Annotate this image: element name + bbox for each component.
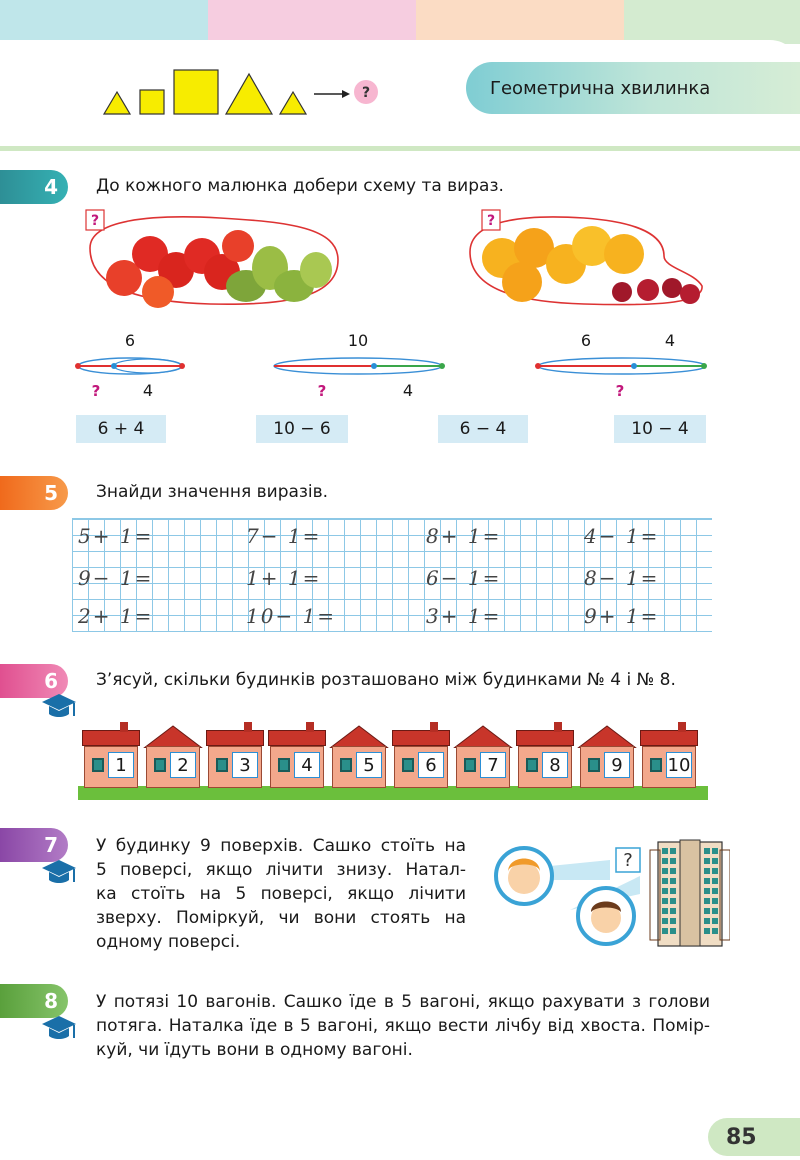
header-divider bbox=[0, 146, 800, 151]
house-number-plate bbox=[418, 752, 444, 778]
house-number-plate bbox=[294, 752, 320, 778]
building-window bbox=[712, 878, 718, 884]
house bbox=[578, 722, 636, 788]
building-window bbox=[662, 848, 668, 854]
building-window bbox=[704, 848, 710, 854]
task-5-badge: 5 bbox=[0, 476, 68, 510]
graduation-cap-icon bbox=[40, 1014, 78, 1044]
picture-1-question-mark: ? bbox=[90, 213, 100, 229]
house bbox=[330, 722, 388, 788]
building-window bbox=[704, 928, 710, 934]
apple-icon bbox=[222, 230, 254, 262]
house bbox=[206, 722, 264, 788]
expression-5-7: 6− 1= bbox=[426, 566, 502, 590]
task-7-line-3: ка стоїть на 5 поверсі, якщо лічити bbox=[96, 884, 466, 904]
expression-box: 6 − 4 bbox=[438, 415, 528, 443]
task-6-text: З’ясуй, скільки будинків розташовано між будинками № 4 і № 8. bbox=[96, 670, 676, 690]
house bbox=[516, 722, 574, 788]
bubble-question-mark: ? bbox=[623, 850, 633, 871]
house-number: 2 bbox=[177, 754, 189, 776]
building-window bbox=[712, 848, 718, 854]
house-window bbox=[340, 758, 352, 772]
house-window bbox=[216, 758, 228, 772]
building-window bbox=[670, 858, 676, 864]
picture-2-question-mark: ? bbox=[486, 213, 496, 229]
house-number: 10 bbox=[667, 754, 691, 776]
house-number: 7 bbox=[487, 754, 499, 776]
small-square-shape bbox=[140, 90, 164, 114]
house bbox=[640, 722, 698, 788]
house-window bbox=[154, 758, 166, 772]
scheme-3-top-left-label: 6 bbox=[580, 331, 592, 350]
house bbox=[392, 722, 450, 788]
house-window bbox=[650, 758, 662, 772]
building-window bbox=[704, 888, 710, 894]
building-window bbox=[670, 908, 676, 914]
expression-5-2: 7− 1= bbox=[246, 524, 322, 548]
scheme-2-bottom-label: 4 bbox=[402, 381, 414, 400]
house-window bbox=[464, 758, 476, 772]
task-8-line-2: потяга. Наталка їде в 5 вагоні, якщо вести лічбу від хвоста. Помір- bbox=[96, 1016, 710, 1036]
building-window bbox=[670, 868, 676, 874]
building-window bbox=[670, 928, 676, 934]
orange-icon bbox=[502, 262, 542, 302]
small-triangle-shape-2 bbox=[280, 92, 306, 114]
dried-fruit-icon bbox=[612, 282, 632, 302]
building-window bbox=[670, 918, 676, 924]
house-number: 1 bbox=[115, 754, 127, 776]
houses-strip bbox=[78, 722, 708, 802]
house-number: 5 bbox=[363, 754, 375, 776]
building-window bbox=[712, 868, 718, 874]
large-square-shape bbox=[174, 70, 218, 114]
task-7-line-1: У будинку 9 поверхів. Сашко стоїть на bbox=[96, 836, 466, 856]
house-number-plate bbox=[232, 752, 258, 778]
scheme-2-top-label: 10 bbox=[347, 331, 369, 350]
task-8-badge: 8 bbox=[0, 984, 68, 1018]
expression-5-5: 9− 1= bbox=[78, 566, 154, 590]
expression-5-3: 8+ 1= bbox=[426, 524, 502, 548]
building-window bbox=[712, 898, 718, 904]
task-7-line-4: зверху. Поміркуй, чи вони стоять на bbox=[96, 908, 466, 928]
pear-icon bbox=[300, 252, 332, 288]
house-number-plate bbox=[542, 752, 568, 778]
task-8-line-3: куй, чи їдуть вони в одному вагоні. bbox=[96, 1040, 413, 1060]
scheme-1-unknown: ? bbox=[91, 382, 101, 400]
task-7-line-2: 5 поверсі, якщо лічити знизу. Натал- bbox=[96, 860, 466, 880]
dried-fruit-icon bbox=[637, 279, 659, 301]
building-window bbox=[712, 918, 718, 924]
top-band-pink bbox=[208, 0, 416, 44]
task-4-text: До кожного малюнка добери схему та вираз. bbox=[96, 176, 504, 196]
building-window bbox=[662, 858, 668, 864]
large-triangle-shape bbox=[226, 74, 272, 114]
expression-5-12: 9+ 1= bbox=[584, 604, 660, 628]
shape-sequence bbox=[100, 66, 400, 118]
building-window bbox=[670, 898, 676, 904]
task-8-line-1: У потязі 10 вагонів. Сашко їде в 5 вагоні, якщо рахувати з голови bbox=[96, 992, 710, 1012]
grass-strip bbox=[78, 786, 708, 800]
dried-fruit-icon bbox=[680, 284, 700, 304]
house-number-plate bbox=[604, 752, 630, 778]
scheme-1-bottom-label: 4 bbox=[142, 381, 154, 400]
house-window bbox=[92, 758, 104, 772]
building-window bbox=[712, 928, 718, 934]
task-7-badge: 7 bbox=[0, 828, 68, 862]
building-window bbox=[662, 888, 668, 894]
building-window bbox=[670, 878, 676, 884]
question-mark-text: ? bbox=[361, 85, 371, 101]
expression-5-11: 3+ 1= bbox=[426, 604, 502, 628]
scheme-2 bbox=[268, 328, 450, 406]
task-6-badge: 6 bbox=[0, 664, 68, 698]
house bbox=[144, 722, 202, 788]
scheme-3-unknown: ? bbox=[615, 382, 625, 400]
expression-5-10: 10− 1= bbox=[246, 604, 337, 628]
house-window bbox=[278, 758, 290, 772]
building-window bbox=[662, 878, 668, 884]
expression-5-8: 8− 1= bbox=[584, 566, 660, 590]
fruit-picture-1 bbox=[80, 208, 342, 310]
house bbox=[454, 722, 512, 788]
building-window bbox=[712, 888, 718, 894]
expression-5-4: 4− 1= bbox=[584, 524, 660, 548]
page-number: 85 bbox=[708, 1118, 800, 1156]
house-window bbox=[588, 758, 600, 772]
orange-icon bbox=[604, 234, 644, 274]
small-triangle-shape bbox=[104, 92, 130, 114]
building-window bbox=[712, 858, 718, 864]
task-4-badge: 4 bbox=[0, 170, 68, 204]
building-window bbox=[662, 898, 668, 904]
house-number-plate bbox=[666, 752, 692, 778]
section-title: Геометрична хвилинка bbox=[466, 62, 800, 114]
top-band-peach bbox=[416, 0, 624, 44]
expression-box: 6 + 4 bbox=[76, 415, 166, 443]
house-number-plate bbox=[108, 752, 134, 778]
house-number: 6 bbox=[425, 754, 437, 776]
graduation-cap-icon bbox=[40, 692, 78, 722]
expression-box: 10 − 4 bbox=[614, 415, 706, 443]
house-number: 8 bbox=[549, 754, 561, 776]
house-number-plate bbox=[480, 752, 506, 778]
building-window bbox=[670, 888, 676, 894]
top-band-cyan bbox=[0, 0, 208, 44]
house-window bbox=[402, 758, 414, 772]
expression-box: 10 − 6 bbox=[256, 415, 348, 443]
expression-5-1: 5+ 1= bbox=[78, 524, 154, 548]
task-5-text: Знайди значення виразів. bbox=[96, 482, 329, 502]
building-window bbox=[704, 868, 710, 874]
building-window bbox=[712, 908, 718, 914]
fruit-picture-2 bbox=[464, 208, 710, 310]
building-window bbox=[662, 908, 668, 914]
house-window bbox=[526, 758, 538, 772]
graduation-cap-icon bbox=[40, 858, 78, 888]
house bbox=[268, 722, 326, 788]
building-window bbox=[704, 908, 710, 914]
dried-fruit-icon bbox=[662, 278, 682, 298]
building-window bbox=[662, 868, 668, 874]
expression-5-9: 2+ 1= bbox=[78, 604, 154, 628]
building-window bbox=[662, 918, 668, 924]
scheme-3 bbox=[532, 328, 714, 406]
building-window bbox=[704, 858, 710, 864]
expression-5-6: 1+ 1= bbox=[246, 566, 322, 590]
floors-illustration bbox=[490, 836, 730, 948]
house bbox=[82, 722, 140, 788]
house-number: 9 bbox=[611, 754, 623, 776]
house-number-plate bbox=[356, 752, 382, 778]
scheme-1 bbox=[70, 328, 200, 406]
scheme-3-top-right-label: 4 bbox=[664, 331, 676, 350]
building-window bbox=[662, 928, 668, 934]
house-number: 4 bbox=[301, 754, 313, 776]
house-number-plate bbox=[170, 752, 196, 778]
task-7-line-5: одному поверсі. bbox=[96, 932, 241, 952]
building-window bbox=[670, 848, 676, 854]
house-number: 3 bbox=[239, 754, 251, 776]
building-window bbox=[704, 918, 710, 924]
scheme-1-top-label: 6 bbox=[124, 331, 136, 350]
top-band-green bbox=[624, 0, 800, 44]
building-window bbox=[704, 878, 710, 884]
building-window bbox=[704, 898, 710, 904]
apple-icon bbox=[142, 276, 174, 308]
scheme-2-unknown: ? bbox=[317, 382, 327, 400]
